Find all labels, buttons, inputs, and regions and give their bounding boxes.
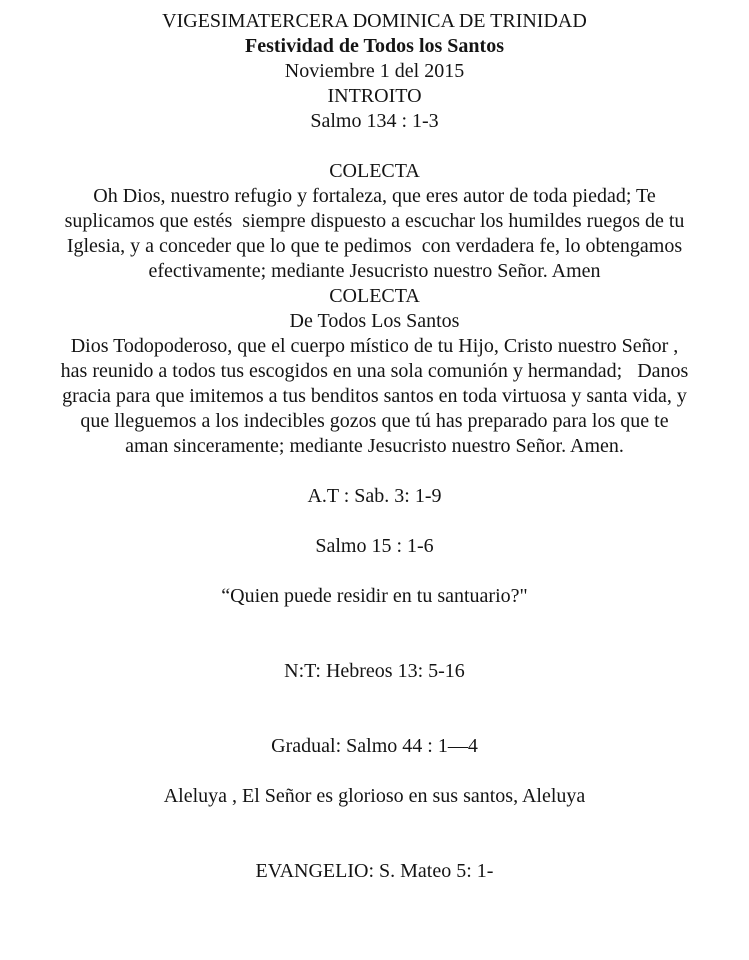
old-testament-reading: A.T : Sab. 3: 1-9 [307,485,442,507]
spacer [26,809,723,859]
new-testament-reading: N:T: Hebreos 13: 5-16 [284,660,465,682]
collect-trinity-text-line: Oh Dios, nuestro refugio y fortaleza, que eres autor de toda piedad; Te [93,185,656,207]
collect-trinity-text-line: efectivamente; mediante Jesucristo nuestro Señor. Amen [148,260,601,282]
document-date: Noviembre 1 del 2015 [284,60,465,82]
collect-trinity-text-line: suplicamos que estés siempre dispuesto a escuchar los humildes ruegos de tu [64,210,685,232]
gradual-reading: Gradual: Salmo 44 : 1—4 [271,735,478,757]
collect-all-saints-text-line: Dios Todopoderoso, que el cuerpo místico de tu Hijo, Cristo nuestro Señor , [70,335,679,357]
collect-all-saints-text-line: que lleguemos a los indecibles gozos que tú has preparado para los que te [80,410,669,432]
alleluia-verse: Aleluya , El Señor es glorioso en sus santos, Aleluya [163,785,586,807]
introit-heading: INTROITO [327,85,422,107]
collect-all-saints-text-line: gracia para que imitemos a tus benditos santos en toda virtuosa y santa vida, y [62,385,687,407]
collect-trinity-heading: COLECTA [329,160,420,182]
collect-all-saints-subheading: De Todos Los Santos [289,310,460,332]
psalm-quote: “Quien puede residir en tu santuario?" [221,585,528,607]
collect-all-saints-heading: COLECTA [329,285,420,307]
introit-psalm-reference: Salmo 134 : 1-3 [310,110,439,132]
spacer [26,684,723,734]
spacer [26,559,723,584]
spacer [26,134,723,159]
collect-trinity-text-line: Iglesia, y a conceder que lo que te pedimos con verdadera fe, lo obtengamos [66,235,683,257]
psalm-reading: Salmo 15 : 1-6 [315,535,434,557]
spacer [26,609,723,659]
collect-all-saints-text-line: aman sinceramente; mediante Jesucristo nuestro Señor. Amen. [125,435,624,457]
gospel-reading: EVANGELIO: S. Mateo 5: 1- [255,860,494,882]
spacer [26,459,723,484]
collect-all-saints-text-line: has reunido a todos tus escogidos en una sola comunión y hermandad; Danos [60,360,689,382]
feast-subtitle: Festividad de Todos los Santos [245,35,504,57]
spacer [26,509,723,534]
document-title: VIGESIMATERCERA DOMINICA DE TRINIDAD [162,10,587,32]
spacer [26,759,723,784]
